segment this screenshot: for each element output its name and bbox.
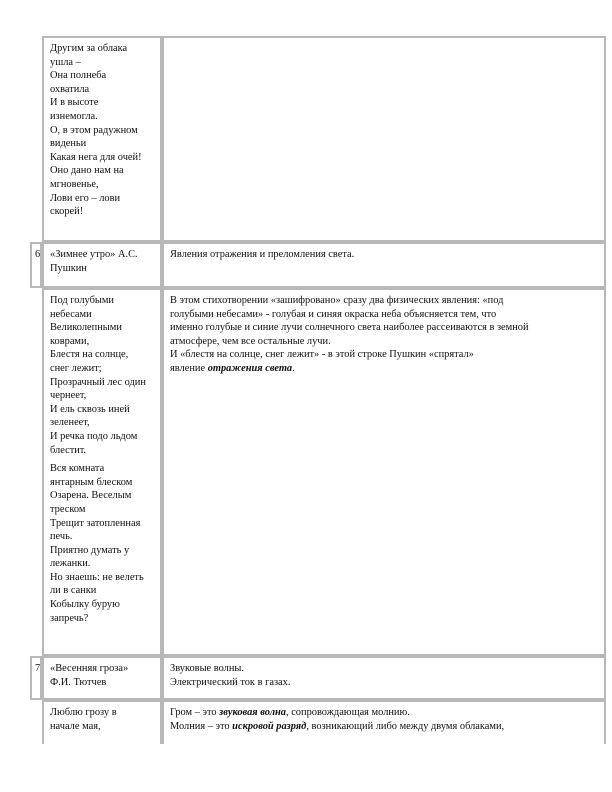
explanation-line: атмосфере, чем все остальные лучи. [170,335,331,347]
emphasized-term: звуковая волна [219,707,286,718]
poem-line: лежанки. [50,558,91,570]
poem-author-line: Ф.И. Тютчев [50,676,107,688]
poem-line: печь. [50,531,73,543]
explanation-line [170,706,600,720]
poem-title-line: «Зимнее утро» А.С. [50,249,138,260]
row-number-cell [30,36,42,242]
poem-line: скорей! [50,206,84,218]
poem-line: коврами, [50,335,90,347]
poem-line: И ель сквозь иней [50,403,130,415]
poem-title-line: «Весенняя гроза» [50,663,129,674]
text-fragment: Молния – это [170,720,233,732]
poem-line: начале мая, [50,720,101,732]
poem-line: мгновенье, [50,178,99,190]
table-row [30,288,606,656]
explanation-line [170,362,600,376]
poem-line: Вся комната [50,463,105,475]
poems-physics-table [30,36,606,744]
poem-title-cell [42,656,162,700]
poem-line: О, в этом радужном [50,124,138,136]
poem-line: Лови его – лови [50,192,121,204]
poem-line: Трещит затопленная [50,517,141,529]
poem-line: ушла – [50,56,81,68]
row-number-cell [30,288,42,656]
poem-line: Другим за облака [50,43,128,54]
poem-line: блестит. [50,444,87,456]
poem-line: чернеет, [50,390,87,402]
poem-line: Прозрачный лес один [50,376,146,388]
poem-author-line: Пушкин [50,262,87,274]
explanation-line: В этом стихотворении «зашифровано» сразу два физических явления: «под [170,295,504,306]
explanation-line: голубыми небесами» - голубая и синяя окраска неба объясняется тем, что [170,308,497,320]
poem-line: Какая нега для очей! [50,151,142,163]
phenomenon-text: Звуковые волны. [170,663,244,674]
phenomenon-cell [162,656,606,700]
poem-line: Под голубыми [50,295,114,306]
poem-line: Оно дано нам на [50,165,124,177]
row-number-cell [30,700,42,744]
text-fragment: явление [170,362,208,374]
table-row [30,700,606,744]
text-fragment: Гром – это [170,707,220,718]
poem-line: снег лежит; [50,362,102,374]
poem-line: Кобылку бурую [50,599,120,611]
phenomenon-text: Электрический ток в газах. [170,676,291,688]
poem-excerpt-cell [42,700,162,744]
poem-line: виденьи [50,138,87,150]
poem-line: И в высоте [50,97,99,109]
poem-line: Люблю грозу в [50,707,117,718]
explanation-cell [162,700,606,744]
phenomenon-text: Явления отражения и преломления света. [170,249,355,260]
poem-title-cell [42,242,162,288]
table-row [30,36,606,242]
poem-line: охватила [50,83,90,95]
text-fragment: , возникающий либо между двумя облаками, [306,720,505,732]
poem-line: небесами [50,308,92,320]
explanation-line [170,720,600,734]
poem-line: Блестя на солнце, [50,349,129,361]
emphasized-term: отражения света [207,362,293,374]
poem-excerpt-cell [42,36,162,242]
poem-line: ли в санки [50,585,97,597]
explanation-cell [162,288,606,656]
phenomenon-cell [162,242,606,288]
table-row [30,656,606,700]
poem-line: Великолепными [50,322,122,334]
emphasized-term: искровой разряд [232,720,307,732]
explanation-cell [162,36,606,242]
poem-excerpt-cell [42,288,162,656]
poem-line: запречь? [50,612,89,624]
poem-line: Но знаешь: не велеть [50,571,144,583]
poem-line: изнемогла. [50,110,98,122]
poem-line: треском [50,503,86,515]
poem-line: Приятно думать у [50,544,130,556]
poem-line: Она полнеба [50,70,107,82]
poem-line: янтарным блеском [50,476,133,488]
row-number: 7 [30,656,42,700]
row-number: 6 [30,242,42,288]
text-fragment: . [292,362,295,374]
poem-line: Озарена. Веселым [50,490,132,502]
explanation-line: И «блестя на солнце, снег лежит» - в этой строке Пушкин «спрятал» [170,349,474,361]
poem-line: И речка подо льдом [50,430,138,442]
poem-line: зеленеет, [50,417,90,429]
explanation-line: именно голубые и синие лучи солнечного света наиболее рассеиваются в земной [170,322,529,334]
text-fragment: , сопровождающая молнию. [286,707,410,718]
table-row [30,242,606,288]
